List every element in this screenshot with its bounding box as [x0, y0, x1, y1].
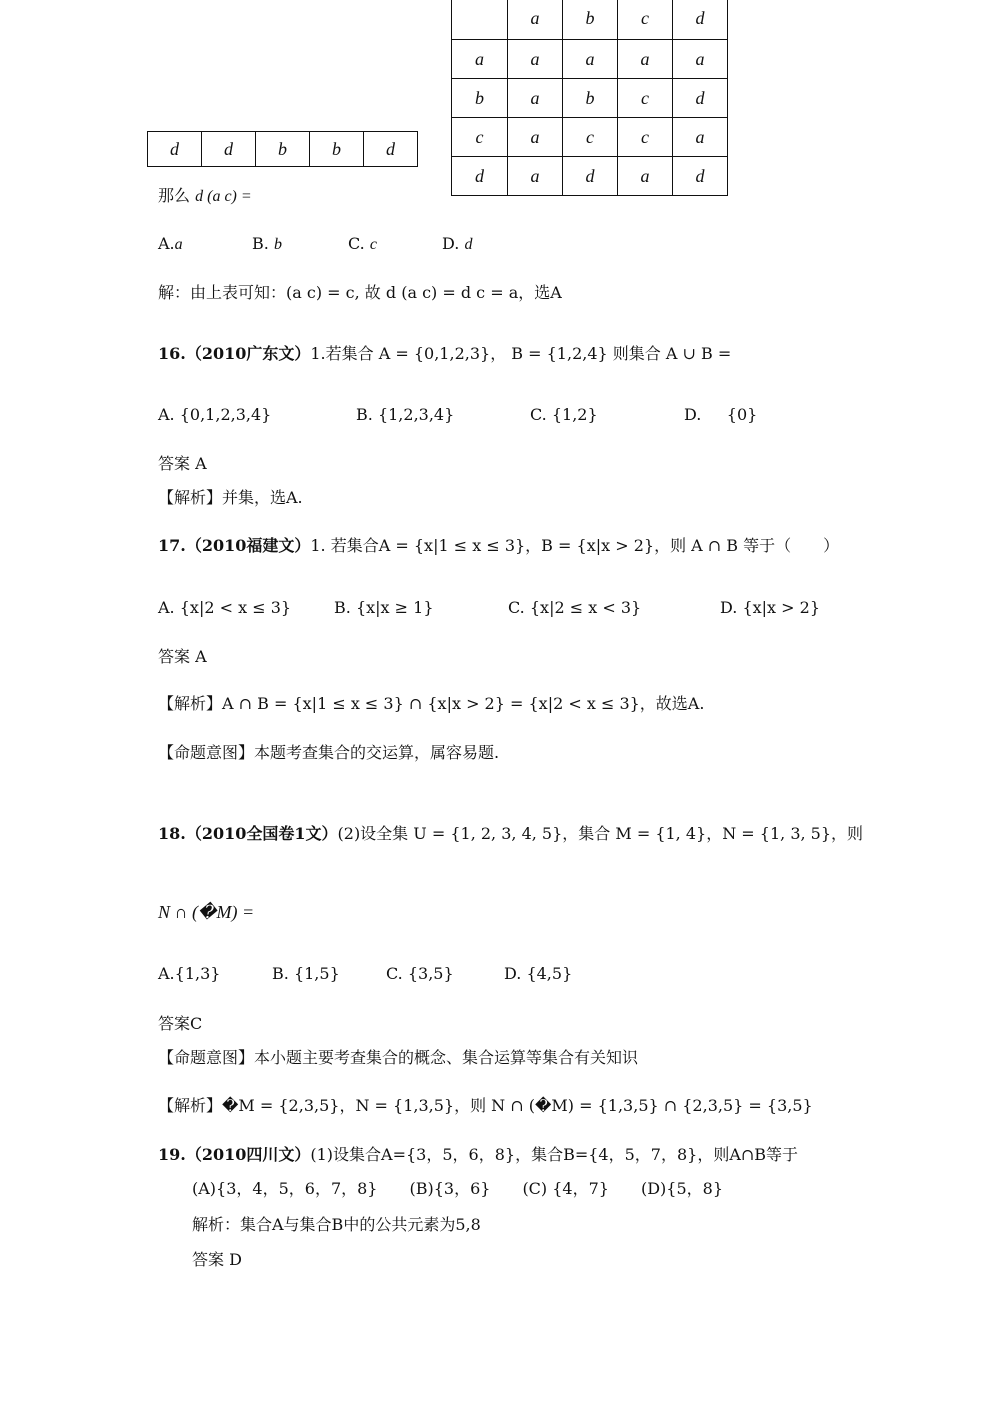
operation-table-row — [452, 157, 728, 196]
q16-analysis: 【解析】并集，选A. — [158, 488, 303, 507]
q15-option-a: A.a — [158, 234, 183, 253]
q17-answer: 答案 A — [158, 647, 207, 666]
operation-table — [451, 0, 728, 196]
result-row-table — [147, 131, 418, 167]
operation-table-cell: a — [563, 40, 618, 79]
q16-option-c: C. {1,2} — [530, 405, 598, 424]
q18-option-b: B. {1,5} — [272, 964, 340, 983]
result-row-cell: d — [202, 132, 256, 167]
q16-stem: 16.（2010广东文）1.若集合 A = {0,1,2,3}， B = {1,2,4} 则集合 A ∪ B = — [158, 344, 732, 363]
operation-table-cell: a — [673, 118, 728, 157]
q18-option-c: C. {3,5} — [386, 964, 454, 983]
q17-option-b: B. {x|x ≥ 1} — [334, 598, 434, 617]
q17-option-c: C. {x|2 ≤ x < 3} — [508, 598, 642, 617]
operation-table-cell: b — [452, 79, 508, 118]
operation-table-cell: c — [618, 118, 673, 157]
operation-table-cell: c — [618, 79, 673, 118]
q17-option-d: D. {x|x > 2} — [720, 598, 820, 617]
operation-table-cell: b — [563, 0, 618, 40]
result-row-cell: d — [148, 132, 202, 167]
result-row-cell: d — [364, 132, 418, 167]
operation-table-cell: a — [508, 40, 563, 79]
operation-table-cell: a — [508, 157, 563, 196]
q18-analysis: 【解析】�M = {2,3,5}，N = {1,3,5}，则 N ∩ (�M) = {1,3,5} ∩ {2,3,5} = {3,5} — [158, 1096, 813, 1115]
operation-table-row — [452, 118, 728, 157]
q18-option-a: A.{1,3} — [158, 964, 221, 983]
result-row — [148, 132, 418, 167]
operation-table-cell: c — [452, 118, 508, 157]
q16-option-d: D. {0} — [684, 405, 758, 424]
operation-table-row — [452, 40, 728, 79]
q15-stem: 那么 d (a c) = — [158, 186, 252, 205]
result-row-cell: b — [256, 132, 310, 167]
q19-analysis: 解析：集合A与集合B中的公共元素为5,8 — [192, 1215, 481, 1234]
q19-stem: 19.（2010四川文）(1)设集合A={3，5，6，8}，集合B={4，5，7，8}，则A∩B等于 — [158, 1145, 799, 1164]
q18-intent: 【命题意图】本小题主要考查集合的概念、集合运算等集合有关知识 — [158, 1048, 639, 1067]
operation-table-cell: b — [563, 79, 618, 118]
operation-table-cell: a — [508, 118, 563, 157]
operation-table-cell: a — [673, 40, 728, 79]
operation-table-cell — [452, 0, 508, 40]
operation-table-cell: a — [508, 0, 563, 40]
operation-table-cell: a — [618, 157, 673, 196]
q16-answer: 答案 A — [158, 454, 207, 473]
operation-table-row — [452, 79, 728, 118]
q18-answer: 答案C — [158, 1014, 203, 1033]
q19-answer: 答案 D — [192, 1250, 242, 1269]
q18-stem: 18.（2010全国卷1文）(2)设全集 U = {1, 2, 3, 4, 5}，集合 M = {1, 4}，N = {1, 3, 5}，则 — [158, 824, 864, 843]
q17-option-a: A. {x|2 < x ≤ 3} — [158, 598, 292, 617]
q18-option-d: D. {4,5} — [504, 964, 573, 983]
q15-option-b: B. b — [252, 234, 282, 253]
operation-table-row — [452, 0, 728, 40]
q16-option-b: B. {1,2,3,4} — [356, 405, 455, 424]
operation-table-cell: d — [563, 157, 618, 196]
operation-table-cell: d — [452, 157, 508, 196]
q19-options: (A){3，4，5，6，7，8} (B){3，6} (C) {4，7} (D){5，8} — [192, 1179, 724, 1198]
operation-table-cell: c — [563, 118, 618, 157]
operation-table-cell: a — [618, 40, 673, 79]
operation-table-cell: d — [673, 0, 728, 40]
result-row-cell: b — [310, 132, 364, 167]
q15-option-c: C. c — [348, 234, 377, 253]
operation-table-cell: d — [673, 79, 728, 118]
q16-option-a: A. {0,1,2,3,4} — [158, 405, 272, 424]
q18-expression: N ∩ (�M) = — [158, 902, 255, 922]
q17-stem: 17.（2010福建文）1. 若集合A = {x|1 ≤ x ≤ 3}，B = {x|x > 2}，则 A ∩ B 等于（ ） — [158, 536, 840, 555]
operation-table-cell: a — [452, 40, 508, 79]
q15-solution: 解：由上表可知：(a c) = c, 故 d (a c) = d c = a，选A — [158, 283, 562, 302]
q17-analysis: 【解析】A ∩ B = {x|1 ≤ x ≤ 3} ∩ {x|x > 2} = {x|2 < x ≤ 3}，故选A. — [158, 694, 705, 713]
operation-table-cell: c — [618, 0, 673, 40]
q17-intent: 【命题意图】本题考查集合的交运算，属容易题. — [158, 743, 500, 762]
operation-table-cell: d — [673, 157, 728, 196]
operation-table-cell: a — [508, 79, 563, 118]
q15-option-d: D. d — [442, 234, 473, 253]
